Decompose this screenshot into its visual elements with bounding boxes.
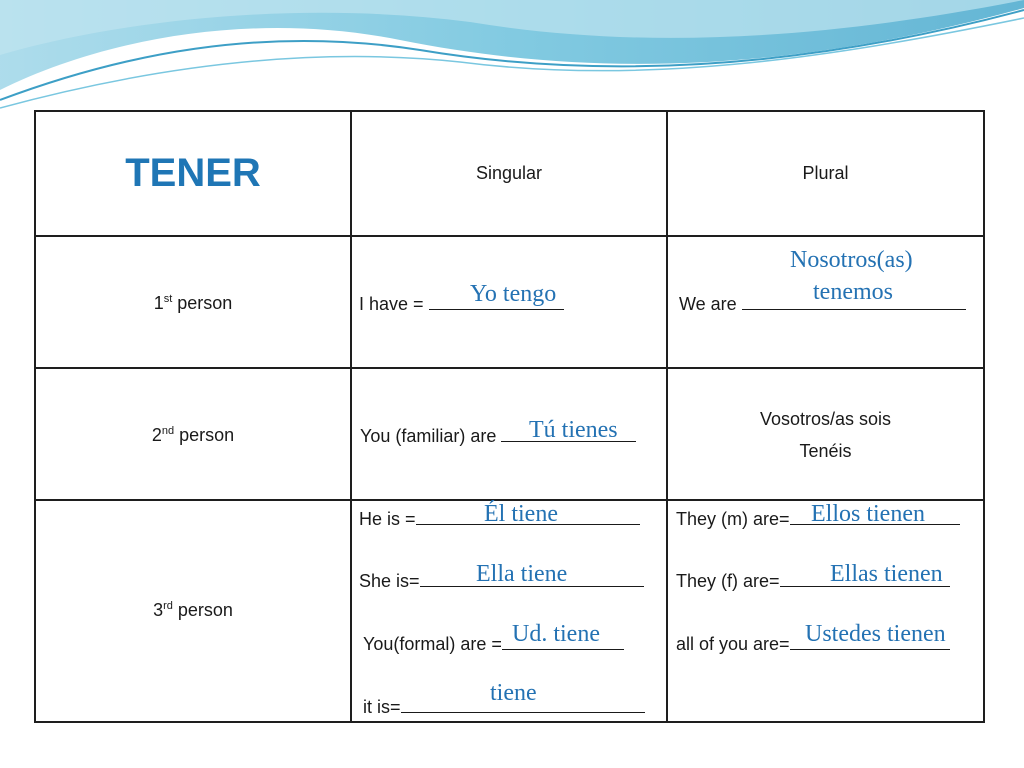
cell-2nd-singular	[351, 368, 667, 500]
decorative-wave-header	[0, 0, 1024, 120]
answer-ellas-tienen: Ellas tienen	[830, 561, 943, 587]
prompt-she-is: She is=	[359, 571, 644, 592]
answer-ella-tiene: Ella tiene	[476, 561, 568, 587]
answer-yo-tengo: Yo tengo	[470, 281, 557, 307]
prompt-they-m: They (m) are=	[676, 509, 960, 530]
cell-2nd-plural	[667, 368, 984, 500]
header-cell-title	[35, 111, 351, 236]
teneis: Tenéis	[799, 441, 852, 461]
prompt-you-familiar: You (familiar) are	[360, 426, 636, 447]
answer-tiene: tiene	[490, 680, 537, 706]
prompt-all-of-you: all of you are=	[676, 634, 950, 655]
prompt-i-have: I have =	[359, 294, 564, 315]
cell-3rd-singular	[351, 500, 667, 722]
header-cell-plural	[667, 111, 984, 236]
vosotros-sois: Vosotros/as sois	[759, 409, 892, 429]
cell-1st-plural	[667, 236, 984, 368]
answer-ellos-tienen: Ellos tienen	[811, 501, 925, 527]
row-label-3rd-person: 3rd person	[153, 600, 233, 620]
answer-nosotros: Nosotros(as)	[790, 247, 913, 273]
answer-tenemos: tenemos	[813, 279, 893, 305]
prompt-it-is: it is=	[363, 697, 645, 718]
header-cell-singular	[351, 111, 667, 236]
row-label-2nd-person: 2nd person	[151, 425, 235, 445]
column-header-singular: Singular	[475, 163, 543, 183]
answer-ud-tiene: Ud. tiene	[512, 621, 600, 647]
table-title: TENER	[125, 151, 261, 195]
answer-tu-tienes: Tú tienes	[529, 417, 618, 443]
prompt-he-is: He is =	[359, 509, 640, 530]
tener-conjugation-table	[34, 110, 985, 723]
prompt-we-are: We are	[679, 294, 966, 315]
row-label-cell-3rd	[35, 500, 351, 722]
row-label-cell-2nd	[35, 368, 351, 500]
answer-el-tiene: Él tiene	[484, 501, 558, 527]
cell-3rd-plural	[667, 500, 984, 722]
row-label-cell-1st	[35, 236, 351, 368]
answer-ustedes-tienen: Ustedes tienen	[805, 621, 946, 647]
cell-1st-singular	[351, 236, 667, 368]
row-label-1st-person: 1st person	[153, 293, 233, 313]
prompt-you-formal: You(formal) are =	[363, 634, 624, 655]
prompt-they-f: They (f) are=	[676, 571, 950, 592]
column-header-plural: Plural	[802, 163, 849, 183]
